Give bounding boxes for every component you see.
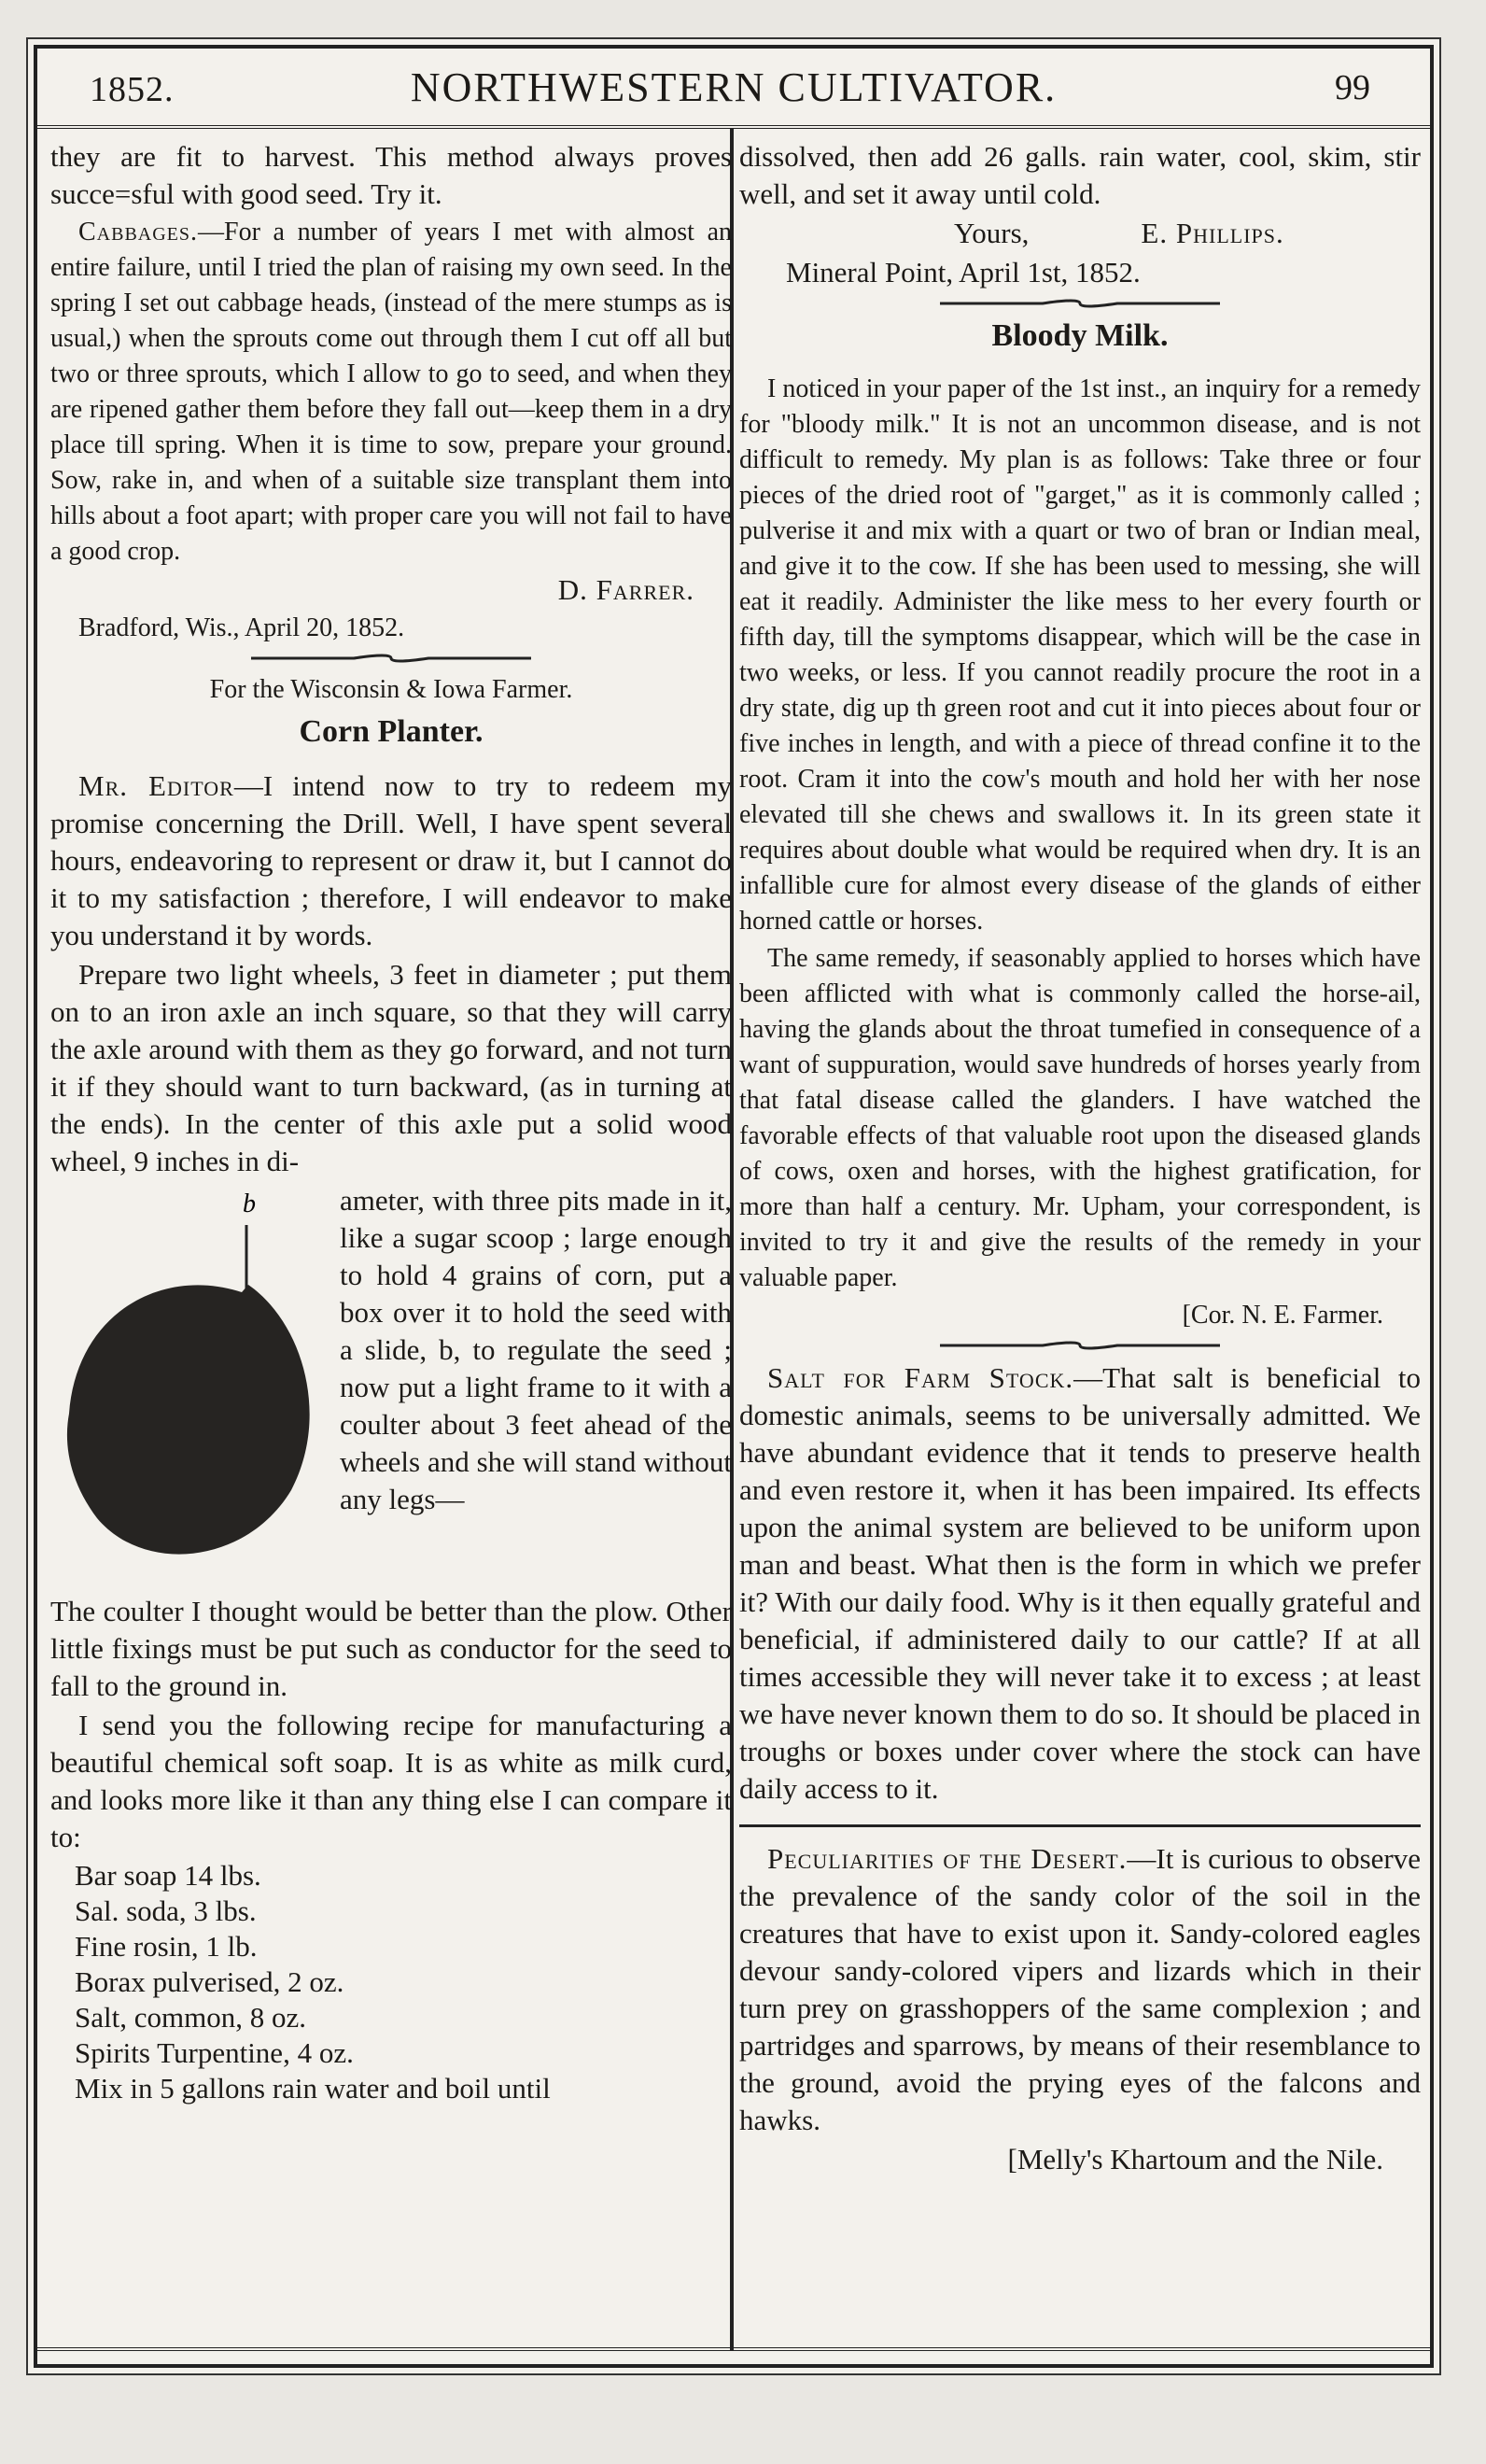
cabbages-signature: D. Farrer. [557, 573, 694, 606]
soap-recipe-list [50, 1858, 732, 2106]
salt-heading: Salt for Farm Stock. [767, 1361, 1074, 1394]
soap-continuation: dissolved, then add 26 galls. rain water, cool, skim, stir well, and set it away until cold. [739, 140, 1421, 210]
corn-planter-title: Corn Planter. [299, 714, 484, 749]
recipe-item: Mix in 5 gallons rain water and boil until [75, 2072, 551, 2105]
figure-caption-text [340, 1182, 732, 1520]
corn-planter-figure [50, 1182, 732, 1593]
masthead-title: NORTHWESTERN CULTIVATOR. [410, 64, 1058, 110]
desert-article [739, 1840, 1421, 2139]
left-column [50, 138, 732, 2106]
ornamental-rule [251, 652, 531, 665]
cabbages-dateline: Bradford, Wis., April 20, 1852. [78, 613, 405, 642]
figure-label-b: b [243, 1190, 256, 1218]
soap-closing [739, 215, 1421, 252]
bloody-milk-title: Bloody Milk. [991, 318, 1169, 353]
soap-intro: I send you the following recipe for manufacturing a beautiful chemical soft soap. It is as white as milk curd, and looks more like it than any thing else I can compare it to: [50, 1709, 732, 1853]
desert-body: —It is curious to observe the prevalence of the sandy color of the soil in the creatures that have to exist upon it. Sandy-colored eagles devour sandy-colored vipers and lizards which in their turn prey on grasshoppers of the same complexion ; and partridges and sparrows, by means of their resemblance to the ground, avoid the prying eyes of the falcons and hawks. [739, 1842, 1422, 2136]
corn-paragraph-3: The coulter I thought would be better than the plow. Other little fixings must be put such as conductor for the seed to fall to the ground in. [50, 1595, 732, 1702]
recipe-item: Borax pulverised, 2 oz. [75, 1965, 344, 1998]
newspaper-page [34, 45, 1434, 2368]
soap-yours: Yours, [954, 217, 1030, 249]
corn-salutation: Mr. Editor [78, 769, 234, 802]
desert-source: [Melly's Khartoum and the Nile. [1007, 2143, 1383, 2175]
masthead [37, 49, 1430, 129]
soap-dateline: Mineral Point, April 1st, 1852. [786, 256, 1141, 289]
corn-figure-text: ameter, with three pits made in it, like a sugar scoop ; large enough to hold 4 grains of corn, put a box over it to hold the seed with a slide, b, to regulate the seed ; now put a light frame to it with a coulter about 3 feet ahead of the wheels and she will stand without any legs— [340, 1184, 732, 1515]
recipe-item: Spirits Turpentine, 4 oz. [75, 2036, 354, 2069]
masthead-year: 1852. [90, 70, 175, 109]
bloody-milk-paragraph-2: The same remedy, if seasonably applied to horses which have been afflicted with what is commonly called the horse-ail, having the glands about the throat tumefied in consequence of a want of suppuration, would save hundreds of horses yearly from that fatal disease called the glanders. I have watched the favorable effects of that valuable root upon the diseased glands of cows, oxen and horses, with the highest gratification, for more than half a century. Mr. Upham, your correspondent, is invited to try it and give the results of the remedy in your valuable paper. [739, 944, 1421, 1292]
recipe-item: Salt, common, 8 oz. [75, 2001, 306, 2034]
right-column [739, 138, 1421, 2180]
corn-source: For the Wisconsin & Iowa Farmer. [209, 675, 573, 704]
bottom-border [37, 2347, 1430, 2364]
cabbages-article [50, 215, 732, 570]
desert-heading: Peculiarities of the Desert. [767, 1842, 1128, 1875]
recipe-item: Sal. soda, 3 lbs. [75, 1894, 257, 1927]
corn-paragraph-2: Prepare two light wheels, 3 feet in diameter ; put them on to an iron axle an inch square, so that they will carry the axle around with them as they go forward, and not turn it if they should want to turn backward, (as in turning at the ends). In the center of this axle put a solid wood wheel, 9 inches in di- [50, 958, 732, 1177]
corn-paragraph-1 [50, 767, 732, 954]
page-number: 99 [1335, 68, 1370, 107]
ornamental-rule [940, 297, 1220, 310]
recipe-item: Fine rosin, 1 lb. [75, 1930, 258, 1963]
soap-signature: E. Phillips. [1141, 217, 1284, 249]
salt-article [739, 1359, 1421, 1808]
salt-body: —That salt is beneficial to domestic animals, seems to be universally admitted. We have abundant evidence that it tends to preserve health and even restore it, when it has been impaired. Its effects upon the animal system are believed to be uniform upon man and beast. What then is the form in which we prefer it? With our daily food. Why is it then equally grateful and beneficial, if administered daily to our cattle? If at all times accessible they will never take it to excess ; at least we have never known them to do so. It should be placed in troughs or boxes under cover where the stock can have daily access to it. [739, 1361, 1421, 1805]
cabbages-heading: Cabbages. [78, 218, 199, 246]
bloody-milk-paragraph-1: I noticed in your paper of the 1st inst., an inquiry for a remedy for "bloody milk." It is not an uncommon disease, and is not difficult to remedy. My plan is as follows: Take three or four pieces of the dried root of "garget," as it is commonly called ; pulverise it and mix with a quart or two of bran or Indian meal, and give it to the cow. If she has been used to messing, she will eat it readily. Administer the like mess to her every fourth or fifth day, till the symptoms disappear, which will be the case in two weeks, or less. If you cannot readily procure the root in a dry state, dig up th green root and cut it into pieces about four or five inches in length, and with a piece of thread confine it to the root. Cram it into the cow's mouth and hold her with her nose elevated till she chews and swallows it. In its green state it requires about double what would be required when dry. It is an infallible cure for almost every disease of the glands of either horned cattle or horses. [739, 374, 1421, 936]
recipe-item: Bar soap 14 lbs. [75, 1859, 261, 1892]
section-rule [739, 1811, 1421, 1827]
harvest-paragraph: they are fit to harvest. This method always proves succe=sful with good seed. Try it. [50, 140, 732, 210]
cabbages-body: —For a number of years I met with almost an entire failure, until I tried the plan of raising my own seed. In the spring I set out cabbage heads, (instead of the mere stumps as is usual,) when the sprouts come out through them I cut off all but two or three sprouts, which I allow to go to seed, and when they are ripened gather them before they fall out—keep them in a dry place till spring. When it is time to sow, prepare your ground. Sow, rake in, and when of a suitable size transplant them into hills about a foot apart; with proper care you will not fail to have a good crop. [50, 218, 732, 566]
ornamental-rule [940, 1339, 1220, 1352]
corn-paragraph-1-body: —I intend now to try to redeem my promise concerning the Drill. Well, I have spent several hours, endeavoring to represent or draw it, but I cannot do it to my satisfaction ; therefore, I will endeavor to make you understand it by words. [50, 769, 732, 951]
bloody-milk-source: [Cor. N. E. Farmer. [1182, 1301, 1383, 1330]
seed-wheel-illustration [50, 1182, 330, 1593]
